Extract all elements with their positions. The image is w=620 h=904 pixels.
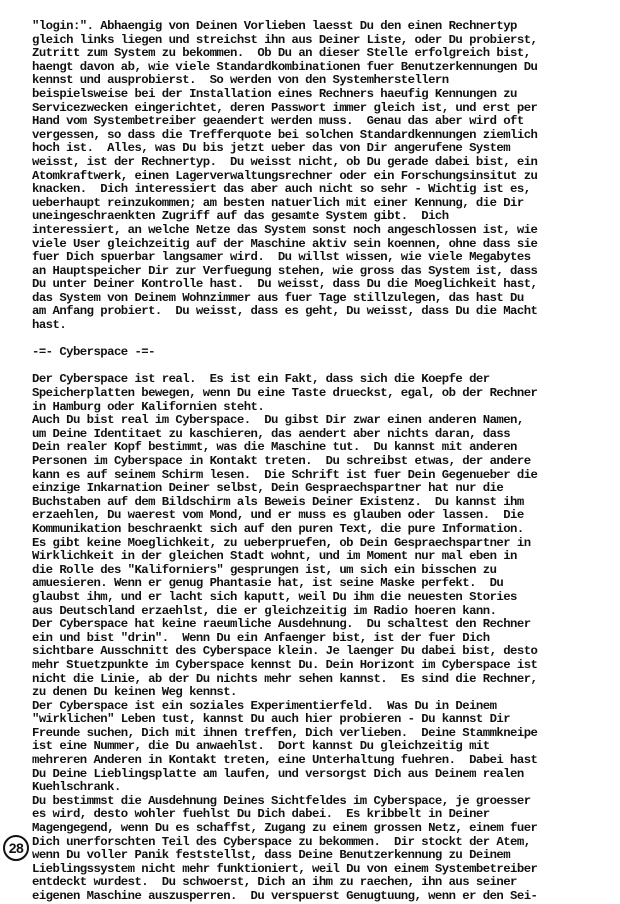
- text-line: Hand vom Systembetreiber geaendert werden muss. Genau das aber wird oft: [32, 114, 524, 129]
- text-line: erzaehlen, Du waerest vom Mond, und er muss es glauben oder lassen. Die: [32, 508, 524, 523]
- text-line: "login:". Abhaengig von Deinen Vorlieben laesst Du den einen Rechnertyp: [32, 19, 517, 33]
- text-line: Atomkraftwerk, einen Lagerverwaltungsrechner oder ein Forschungsinsitut zu: [32, 168, 538, 183]
- text-line: am Anfang probiert. Du weisst, dass es geht, Du weisst, dass Du die Macht: [32, 304, 538, 319]
- text-line: -=- Cyberspace -=-: [32, 345, 155, 360]
- text-line: in Hamburg oder Kalifornien steht.: [32, 399, 265, 414]
- text-line: Du bestimmst die Ausdehnung Deines Sichtfeldes im Cyberspace, je groesser: [32, 793, 531, 808]
- text-line: eigenen Maschine auszusperren. Du verspuerst Genugtuung, wenn er den Sei-: [32, 889, 538, 903]
- text-line: Buchstaben auf dem Bildschirm als Beweis Deiner Existenz. Du kannst ihm: [32, 494, 524, 509]
- text-line: Der Cyberspace ist real. Es ist ein Fakt, dass sich die Koepfe der: [32, 372, 490, 387]
- text-line: hast.: [32, 318, 67, 333]
- text-line: knacken. Dich interessiert das aber auch nicht so sehr - Wichtig ist es,: [32, 182, 531, 197]
- text-line: interessiert, an welche Netze das System sonst noch angeschlossen ist, wie: [32, 222, 538, 237]
- text-line: entdeckt wurdest. Du schwoerst, Dich an ihm zu raechen, ihn aus seiner: [32, 875, 517, 890]
- text-line: Du unter Deiner Kontrolle hast. Du weisst, dass Du die Moeglichkeit hast,: [32, 277, 538, 292]
- text-line: die Rolle des "Kaliforniers" gesprungen ist, um sich ein bisschen zu: [32, 562, 497, 577]
- text-line: Kuehlschrank.: [32, 780, 121, 795]
- text-line: Dich unerforschten Teil des Cyberspace zu bekommen. Dir stockt der Atem,: [32, 834, 531, 849]
- text-line: uneingeschraenkten Zugriff auf das gesamte System gibt. Dich: [32, 209, 449, 224]
- text-line: Speicherplatten bewegen, wenn Du eine Taste drueckst, egal, ob der Rechner: [32, 386, 538, 401]
- text-line: an Hauptspeicher Dir zur Verfuegung stehen, wie gross das System ist, dass: [32, 263, 538, 278]
- text-line: das System von Deinem Wohnzimmer aus fuer Tage stillzulegen, das hast Du: [32, 290, 524, 305]
- text-line: Es gibt keine Moeglichkeit, zu ueberpruefen, ob Dein Gespraechspartner in: [32, 535, 531, 550]
- text-line: aus Deutschland erzaehlst, die er gleichzeitig im Radio hoeren kann.: [32, 603, 497, 618]
- text-line: Wirklichkeit in der gleichen Stadt wohnt, und im Moment nur mal eben in: [32, 549, 517, 564]
- text-line: kann es auf seinem Schirm lesen. Die Schrift ist fuer Dein Gegenueber die: [32, 467, 538, 482]
- page-number: 28: [3, 835, 29, 861]
- text-line: [32, 333, 604, 347]
- text-line: fuer Dich spuerbar langsamer wird. Du willst wissen, wie viele Megabytes: [32, 250, 531, 265]
- text-line: Der Cyberspace hat keine raeumliche Ausdehnung. Du schaltest den Rechner: [32, 617, 531, 632]
- text-line: mehr Stuetzpunkte im Cyberspace kennst Du. Dein Horizont im Cyberspace ist: [32, 657, 538, 672]
- text-line: mehreren Anderen in Kontakt treten, eine Unterhaltung fuehren. Dabei hast: [32, 753, 538, 768]
- text-line: Zutritt zum System zu bekommen. Ob Du an dieser Stelle erfolgreich bist,: [32, 46, 531, 61]
- text-line: es wird, desto wohler fuehlst Du Dich dabei. Es kribbelt in Deiner: [32, 807, 490, 822]
- body-text: [32, 20, 604, 904]
- text-line: beispielsweise bei der Installation eines Rechners haeufig Kennungen zu: [32, 86, 517, 101]
- text-line: hoch ist. Alles, was Du bis jetzt ueber das von Dir angerufene System: [32, 141, 511, 156]
- text-line: glaubst ihm, und er lacht sich kaputt, weil Du ihm die neuesten Stories: [32, 589, 517, 604]
- text-line: zu denen Du keinen Weg kennst.: [32, 685, 237, 700]
- text-line: Dein realer Kopf bestimmt, was die Maschine tut. Du kannst mit anderen: [32, 440, 517, 455]
- text-line: Lieblingssystem nicht mehr funktioniert, weil Du von einem Systembetreiber: [32, 861, 538, 876]
- text-line: ein und bist "drin". Wenn Du ein Anfaenger bist, ist der fuer Dich: [32, 630, 490, 645]
- text-line: Servicezwecken eingerichtet, deren Passwort immer gleich ist, und erst per: [32, 100, 538, 115]
- text-line: Der Cyberspace ist ein soziales Experimentierfeld. Was Du in Deinem: [32, 698, 497, 713]
- text-line: nicht die Linie, ab der Du nichts mehr sehen kannst. Es sind die Rechner,: [32, 671, 538, 686]
- text-line: viele User gleichzeitig auf der Maschine aktiv sein koennen, ohne dass sie: [32, 236, 538, 251]
- text-line: ueberhaupt reinzukommen; am besten natuerlich mit einer Kennung, die Dir: [32, 195, 524, 210]
- text-line: um Deine Identitaet zu kaschieren, das aendert aber nichts daran, dass: [32, 426, 511, 441]
- text-line: haengt davon ab, wie viele Standardkombinationen fuer Benutzerkennungen Du: [32, 59, 538, 74]
- text-line: amuesieren. Wenn er genug Phantasie hat, ist seine Maske perfekt. Du: [32, 576, 504, 591]
- text-line: weisst, ist der Rechnertyp. Du weisst nicht, ob Du gerade dabei bist, ein: [32, 154, 538, 169]
- text-line: wenn Du voller Panik feststellst, dass Deine Benutzerkennung zu Deinem: [32, 848, 511, 863]
- text-line: Kommunikation beschraenkt sich auf den puren Text, die pure Information.: [32, 521, 524, 536]
- text-line: ist eine Nummer, die Du anwaehlst. Dort kannst Du gleichzeitig mit: [32, 739, 490, 754]
- text-line: vergessen, so dass die Trefferquote bei solchen Standardkennungen ziemlich: [32, 127, 538, 142]
- text-line: Du Deine Lieblingsplatte am laufen, und versorgst Dich aus Deinem realen: [32, 766, 524, 781]
- text-line: Personen im Cyberspace in Kontakt treten. Du schreibst etwas, der andere: [32, 454, 531, 468]
- text-line: "wirklichen" Leben tust, kannst Du auch hier probieren - Du kannst Dir: [32, 712, 511, 727]
- text-line: Magengegend, wenn Du es schaffst, Zugang zu einem grossen Netz, einem fuer: [32, 821, 538, 836]
- text-line: Freunde suchen, Dich mit ihnen treffen, Dich verlieben. Deine Stammkneipe: [32, 725, 538, 740]
- text-line: sichtbare Ausschnitt des Cyberspace klein. Je laenger Du dabei bist, desto: [32, 644, 538, 659]
- text-line: kennst und ausprobierst. So werden von den Systemherstellern: [32, 73, 449, 88]
- text-line: [32, 360, 604, 374]
- text-line: Auch Du bist real im Cyberspace. Du gibst Dir zwar einen anderen Namen,: [32, 413, 524, 428]
- text-line: gleich links liegen und streichst ihn aus Deiner Liste, oder Du probierst,: [32, 32, 538, 47]
- text-line: einzige Inkarnation Deiner selbst, Dein Gespraechspartner hat nur die: [32, 481, 504, 496]
